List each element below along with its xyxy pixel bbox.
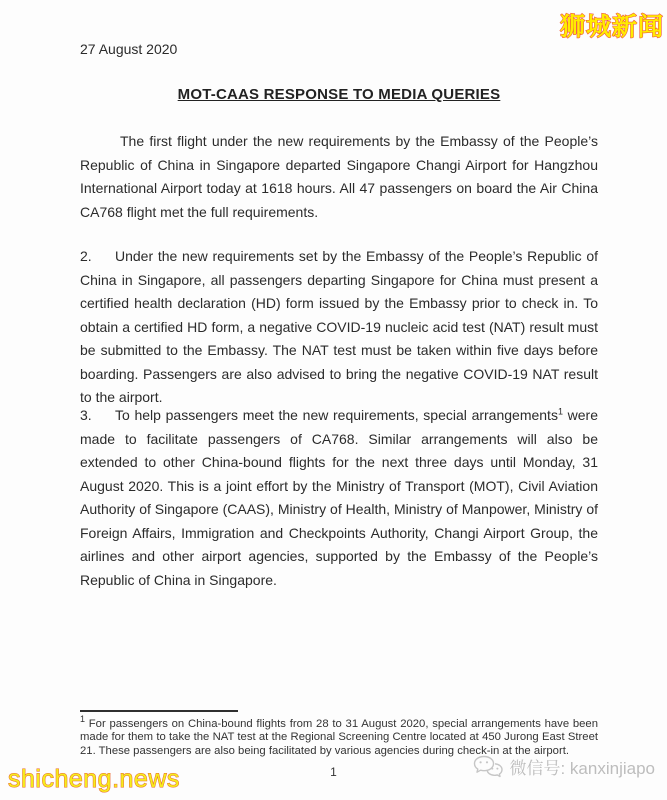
footnote-reference-mark: 1 bbox=[557, 406, 563, 417]
paragraph-2-number: 2. bbox=[80, 248, 92, 264]
wechat-icon bbox=[472, 754, 504, 779]
watermark-site-logo: shicheng.news bbox=[8, 765, 180, 793]
document-date: 27 August 2020 bbox=[80, 41, 178, 57]
footnote bbox=[80, 714, 598, 758]
watermark-top-right: 狮城新闻 bbox=[559, 13, 664, 41]
paragraph-3-text-after-footnote: were made to facilitate passengers of CA768. Similar arrangements will also be extended to other China-bound flights for the next three days until Monday, 31 August 2020. This is a joint effort by the Ministry of Transport (MOT), Civil Aviation Authority of Singapore (CAAS), Ministry of Health, Ministry of Manpower, Ministry of Foreign Affairs, Immigration and Checkpoints Authority, Changi Airport Group, the airlines and other airport agencies, supported by the Embassy of the People’s Republic of China in Singapore. bbox=[80, 407, 598, 588]
wechat-handle bbox=[472, 754, 655, 779]
footnote-text: For passengers on China-bound flights from 28 to 31 August 2020, special arrangements have been made for them to take the NAT test at the Regional Screening Centre located at 450 Jurong East Street 21. These passengers are also being facilitated by various agencies during check-in at the airport. bbox=[80, 718, 598, 757]
document-title: MOT-CAAS RESPONSE TO MEDIA QUERIES bbox=[177, 86, 501, 103]
paragraph-3 bbox=[80, 404, 598, 592]
page-number: 1 bbox=[330, 765, 337, 779]
paragraph-1-text: The first flight under the new requirements by the Embassy of the People’s Republic of China in Singapore departed Singapore Changi Airport for Hangzhou International Airport today at 1618 hours. All 47 passengers on board the Air China CA768 flight met the full requirements. bbox=[80, 133, 598, 220]
paragraph-3-text-before-footnote: To help passengers meet the new requirements, special arrangements bbox=[115, 407, 558, 423]
wechat-label: 微信号: kanxinjiapo bbox=[509, 759, 655, 778]
paragraph-2 bbox=[80, 245, 598, 410]
footnote-separator-rule bbox=[80, 710, 238, 712]
paragraph-3-number: 3. bbox=[80, 407, 92, 423]
footnote-number: 1 bbox=[80, 714, 86, 725]
paragraph-2-text: Under the new requirements set by the Embassy of the People’s Republic of China in Singapore, all passengers departing Singapore for China must present a certified health declaration (HD) form issued by the Embassy prior to check in. To obtain a certified HD form, a negative COVID-19 nucleic acid test (NAT) result must be submitted to the Embassy. The NAT test must be taken within five days before boarding. Passengers are also advised to bring the negative COVID-19 NAT result to the airport. bbox=[80, 248, 598, 405]
paragraph-1 bbox=[80, 130, 598, 224]
